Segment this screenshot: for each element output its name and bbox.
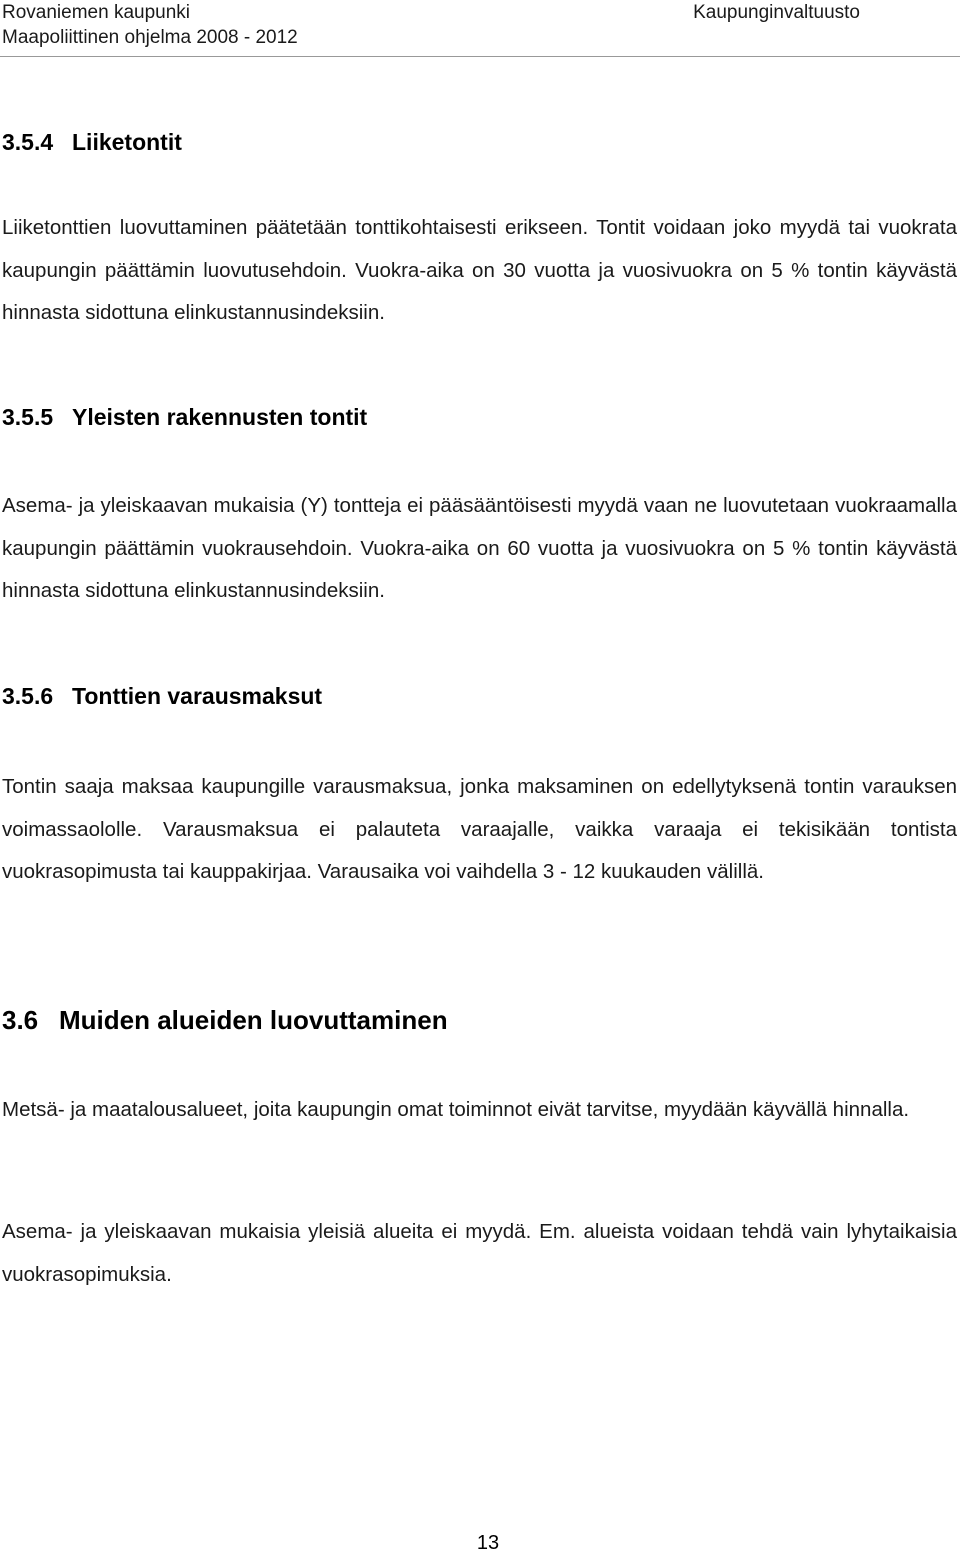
section-number: 3.5.4 [2, 129, 54, 155]
header-organization: Rovaniemen kaupunki [2, 2, 191, 23]
section-number: 3.5.6 [2, 683, 54, 709]
section-title: Liiketontit [72, 129, 182, 155]
section-heading-3-5-5 [2, 403, 367, 431]
page-number: 13 [476, 1532, 500, 1554]
section-paragraph: Tontin saaja maksaa kaupungille varausmaksua, jonka maksaminen on edellytyksenä tontin varauksen voimassaololle. Varausmaksua ei palauteta varaajalle, vaikka varaaja ei tekisikään tontista vuokrasopimusta tai kauppakirjaa. Varausaika voi vaihdella 3 - 12 kuukauden välillä. [2, 775, 957, 883]
section-number: 3.5.5 [2, 404, 54, 430]
section-heading-3-5-4 [2, 128, 182, 156]
section-heading-3-6 [2, 1006, 448, 1034]
section-paragraph: Asema- ja yleiskaavan mukaisia (Y) tontteja ei pääsääntöisesti myydä vaan ne luovutetaan vuokraamalla kaupungin päättämin vuokrausehdoin. Vuokra-aika on 60 vuotta ja vuosivuokra on 5 % tontin käyvästä hinnasta sidottuna elinkustannusindeksiin. [2, 494, 957, 602]
section-paragraph: Metsä- ja maatalousalueet, joita kaupungin omat toiminnot eivät tarvitse, myydään käyvällä hinnalla. [2, 1098, 910, 1121]
section-title: Tonttien varausmaksut [72, 683, 323, 709]
section-heading-3-5-6 [2, 682, 322, 710]
section-paragraph: Asema- ja yleiskaavan mukaisia yleisiä alueita ei myydä. Em. alueista voidaan tehdä vain lyhytaikaisia vuokrasopimuksia. [2, 1220, 957, 1286]
page-header [0, 0, 960, 60]
header-divider [0, 56, 960, 57]
header-body-name: Kaupunginvaltuusto [693, 2, 860, 23]
header-program-title: Maapoliittinen ohjelma 2008 - 2012 [2, 27, 298, 48]
section-number: 3.6 [2, 1005, 39, 1035]
section-paragraph: Liiketonttien luovuttaminen päätetään tonttikohtaisesti erikseen. Tontit voidaan joko myydä tai vuokrata kaupungin päättämin luovutusehdoin. Vuokra-aika on 30 vuotta ja vuosivuokra on 5 % tontin käyvästä hinnasta sidottuna elinkustannusindeksiin. [2, 216, 957, 324]
section-title: Muiden alueiden luovuttaminen [59, 1005, 448, 1035]
section-title: Yleisten rakennusten tontit [72, 404, 368, 430]
